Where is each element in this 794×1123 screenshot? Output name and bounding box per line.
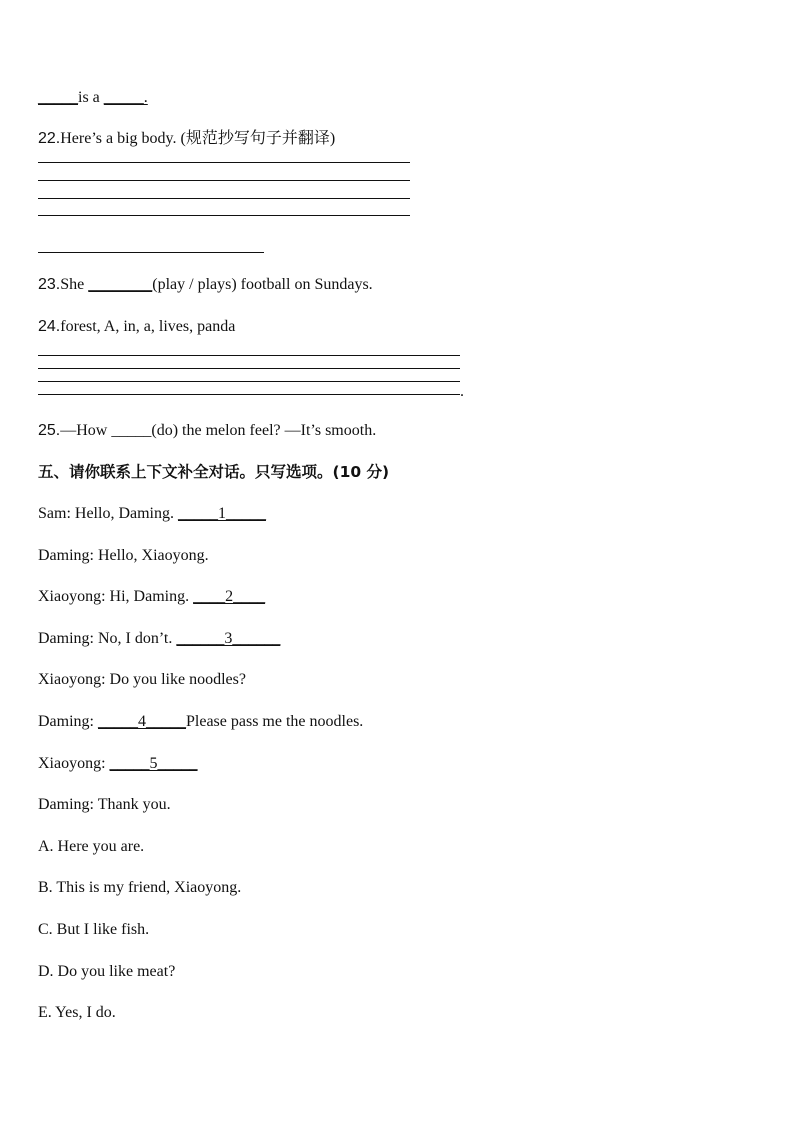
dialogue-line — [38, 629, 280, 649]
question-number: 24. — [38, 318, 61, 335]
q24-prompt — [38, 317, 235, 337]
option-e: E. Yes, I do. — [38, 1004, 116, 1021]
dialogue-line — [38, 754, 198, 774]
speaker: Xiaoyong: — [38, 588, 106, 605]
answer-blank[interactable]: _____ — [38, 89, 78, 106]
writing-line[interactable] — [38, 381, 460, 382]
utterance: Hello, Xiaoyong. — [98, 547, 209, 564]
speaker: Daming: — [38, 713, 94, 730]
speaker: Daming: — [38, 547, 94, 564]
writing-line[interactable] — [38, 355, 460, 356]
question-number: 22. — [38, 130, 61, 147]
utterance: Please pass me the noodles. — [186, 713, 364, 730]
utterance: Hello, Daming. — [74, 505, 174, 522]
option-a: A. Here you are. — [38, 838, 145, 855]
q23-post: (play / plays) football on Sundays. — [152, 276, 373, 293]
speaker: Xiaoyong: — [38, 671, 106, 688]
question-number: 25. — [38, 422, 61, 439]
option-c: C. But I like fish. — [38, 921, 150, 938]
q22-text: Here’s a big body. (规范抄写句子并翻译) — [60, 130, 336, 147]
dialogue-line — [38, 712, 363, 732]
speaker: Sam: — [38, 505, 71, 522]
option-d: D. Do you like meat? — [38, 963, 176, 980]
writing-line[interactable] — [38, 180, 410, 181]
writing-line[interactable] — [38, 162, 410, 163]
answer-blank[interactable]: _____5_____ — [109, 755, 198, 772]
writing-line[interactable] — [38, 394, 460, 395]
q23-prompt — [38, 275, 373, 295]
speaker: Daming: — [38, 796, 94, 813]
dialogue-line — [38, 504, 266, 524]
answer-blank[interactable]: _____. — [103, 89, 148, 106]
question-number: 23. — [38, 276, 61, 293]
option-b: B. This is my friend, Xiaoyong. — [38, 879, 242, 896]
answer-blank[interactable]: _____4_____ — [98, 713, 186, 730]
q24-end-period: . — [460, 383, 464, 400]
answer-blank[interactable]: ________ — [88, 276, 153, 293]
writing-line[interactable] — [38, 368, 460, 369]
q25-prompt — [38, 421, 376, 441]
section-heading: 五、请你联系上下文补全对话。只写选项。(10 分) — [38, 463, 390, 481]
q22-prompt — [38, 129, 335, 149]
dialogue-line — [38, 670, 246, 690]
q25-text: —How _____(do) the melon feel? —It’s smooth. — [60, 422, 377, 439]
writing-line[interactable] — [38, 252, 264, 253]
q21-text: is a — [78, 89, 100, 106]
answer-blank[interactable]: ____2____ — [193, 588, 266, 605]
dialogue-line — [38, 587, 265, 607]
utterance: Do you like noodles? — [109, 671, 246, 688]
utterance: Thank you. — [97, 796, 171, 813]
dialogue-line — [38, 546, 209, 566]
writing-line[interactable] — [38, 215, 410, 216]
utterance: No, I don’t. — [98, 630, 173, 647]
dialogue-line — [38, 795, 171, 815]
q21-tail — [38, 88, 148, 108]
speaker: Xiaoyong: — [38, 755, 106, 772]
utterance: Hi, Daming. — [109, 588, 190, 605]
speaker: Daming: — [38, 630, 94, 647]
answer-blank[interactable]: _____1_____ — [177, 505, 266, 522]
q23-pre: She — [60, 276, 85, 293]
q24-text: forest, A, in, a, lives, panda — [60, 318, 236, 335]
writing-line[interactable] — [38, 198, 410, 199]
answer-blank[interactable]: ______3______ — [176, 630, 281, 647]
